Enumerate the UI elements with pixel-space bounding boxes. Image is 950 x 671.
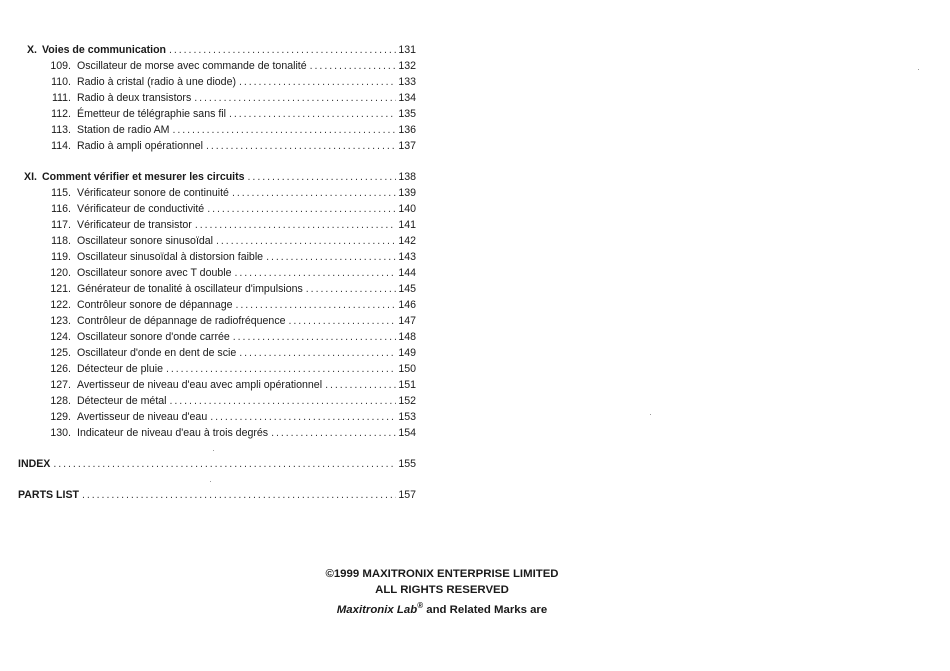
item-title: Avertisseur de niveau d'eau xyxy=(77,411,208,423)
item-title: Oscillateur d'onde en dent de scie xyxy=(77,347,237,359)
item-title: Oscillateur de morse avec commande de tonalité xyxy=(77,60,307,72)
page-number: 137 xyxy=(398,140,416,152)
page-number: 140 xyxy=(398,203,416,215)
index-title: INDEX xyxy=(18,458,51,470)
toc-item[interactable] xyxy=(18,201,416,217)
dot-leader xyxy=(271,425,396,441)
dot-leader xyxy=(169,42,396,58)
scan-speck xyxy=(213,450,214,451)
item-number: 110. xyxy=(51,76,71,88)
item-number: 130. xyxy=(50,427,71,439)
dot-leader xyxy=(229,106,396,122)
copyright-block xyxy=(292,566,592,618)
item-title: Détecteur de métal xyxy=(77,395,167,407)
table-of-contents xyxy=(18,42,416,503)
item-number: 115. xyxy=(51,187,71,199)
page-number: 134 xyxy=(398,92,416,104)
item-title: Émetteur de télégraphie sans fil xyxy=(77,108,226,120)
dot-leader xyxy=(195,217,396,233)
item-title: Avertisseur de niveau d'eau avec ampli opérationnel xyxy=(77,379,323,391)
toc-item[interactable] xyxy=(18,409,416,425)
dot-leader xyxy=(172,122,396,138)
dot-leader xyxy=(216,233,396,249)
item-title: Contrôleur sonore de dépannage xyxy=(77,299,233,311)
item-number: 128. xyxy=(50,395,71,407)
item-title: Oscillateur sonore avec T double xyxy=(77,267,232,279)
toc-section-x[interactable] xyxy=(18,42,416,58)
page-number: 144 xyxy=(398,267,416,279)
item-number: 121. xyxy=(50,283,71,295)
page-number: 150 xyxy=(398,363,416,375)
dot-leader xyxy=(166,361,396,377)
page-number: 148 xyxy=(398,331,416,343)
item-title: Vérificateur sonore de continuité xyxy=(77,187,229,199)
page-number: 151 xyxy=(398,379,416,391)
item-title: Station de radio AM xyxy=(77,124,170,136)
page-number: 136 xyxy=(398,124,416,136)
dot-leader xyxy=(310,58,397,74)
toc-index[interactable] xyxy=(18,456,416,472)
page-number: 157 xyxy=(398,489,416,501)
page-number: 142 xyxy=(398,235,416,247)
brand-name: Maxitronix Lab xyxy=(336,603,418,616)
dot-leader xyxy=(170,393,397,409)
toc-item[interactable] xyxy=(18,361,416,377)
dot-leader xyxy=(206,138,396,154)
toc-item[interactable] xyxy=(18,313,416,329)
item-number: 118. xyxy=(51,235,71,247)
page-number: 147 xyxy=(398,315,416,327)
page-number: 145 xyxy=(398,283,416,295)
page-number: 149 xyxy=(398,347,416,359)
item-title: Radio à cristal (radio à une diode) xyxy=(77,76,236,88)
page-number: 138 xyxy=(398,171,416,183)
page-number: 133 xyxy=(398,76,416,88)
toc-item[interactable] xyxy=(18,377,416,393)
item-number: 109. xyxy=(50,60,71,72)
toc-item[interactable] xyxy=(18,90,416,106)
toc-item[interactable] xyxy=(18,138,416,154)
page-number: 153 xyxy=(398,411,416,423)
toc-item[interactable] xyxy=(18,249,416,265)
dot-leader xyxy=(239,74,396,90)
page-number: 132 xyxy=(398,60,416,72)
rights-line: ALL RIGHTS RESERVED xyxy=(375,584,509,596)
page-number: 141 xyxy=(398,219,416,231)
page-number: 146 xyxy=(398,299,416,311)
dot-leader xyxy=(53,456,396,472)
section-title: Voies de communication xyxy=(42,44,167,56)
dot-leader xyxy=(325,377,396,393)
item-title: Détecteur de pluie xyxy=(77,363,163,375)
item-number: 116. xyxy=(51,203,71,215)
item-title: Contrôleur de dépannage de radiofréquence xyxy=(77,315,286,327)
dot-leader xyxy=(82,487,396,503)
dot-leader xyxy=(289,313,397,329)
item-number: 114. xyxy=(51,140,71,152)
toc-item[interactable] xyxy=(18,74,416,90)
page-number: 143 xyxy=(398,251,416,263)
toc-item[interactable] xyxy=(18,329,416,345)
item-number: 126. xyxy=(50,363,71,375)
toc-item[interactable] xyxy=(18,58,416,74)
toc-item[interactable] xyxy=(18,233,416,249)
dot-leader xyxy=(194,90,396,106)
toc-item[interactable] xyxy=(18,425,416,441)
toc-item[interactable] xyxy=(18,281,416,297)
registered-mark: ® xyxy=(417,601,424,610)
dot-leader xyxy=(233,329,397,345)
trademark-text: and Related Marks are xyxy=(426,603,548,616)
item-number: 124. xyxy=(50,331,71,343)
item-number: 111. xyxy=(51,92,71,104)
dot-leader xyxy=(236,297,397,313)
page-number: 139 xyxy=(398,187,416,199)
dot-leader xyxy=(234,265,396,281)
section-numeral: X. xyxy=(26,44,37,56)
parts-list-title: PARTS LIST xyxy=(18,489,80,501)
item-number: 127. xyxy=(50,379,71,391)
item-title: Oscillateur sonore d'onde carrée xyxy=(77,331,230,343)
toc-parts-list[interactable] xyxy=(18,487,416,503)
dot-leader xyxy=(207,201,396,217)
item-number: 117. xyxy=(51,219,71,231)
toc-item[interactable] xyxy=(18,345,416,361)
trademark-line xyxy=(292,598,592,618)
dot-leader xyxy=(210,409,396,425)
dot-leader xyxy=(306,281,397,297)
item-title: Vérificateur de transistor xyxy=(77,219,192,231)
section-numeral: XI. xyxy=(24,171,37,183)
scan-speck xyxy=(650,414,651,415)
toc-item[interactable] xyxy=(18,122,416,138)
item-number: 125. xyxy=(50,347,71,359)
section-title: Comment vérifier et mesurer les circuits xyxy=(42,171,245,183)
toc-item[interactable] xyxy=(18,265,416,281)
item-number: 120. xyxy=(50,267,71,279)
item-title: Oscillateur sinusoïdal à distorsion faible xyxy=(77,251,264,263)
page-number: 152 xyxy=(398,395,416,407)
toc-item[interactable] xyxy=(18,393,416,409)
item-number: 122. xyxy=(50,299,71,311)
toc-section-xi[interactable] xyxy=(18,169,416,185)
scan-speck xyxy=(918,69,919,70)
page-number: 135 xyxy=(398,108,416,120)
dot-leader xyxy=(239,345,396,361)
item-title: Radio à ampli opérationnel xyxy=(77,140,204,152)
toc-item[interactable] xyxy=(18,106,416,122)
item-title: Radio à deux transistors xyxy=(77,92,192,104)
item-number: 123. xyxy=(50,315,71,327)
toc-item[interactable] xyxy=(18,297,416,313)
scan-speck xyxy=(210,481,211,482)
page-number: 131 xyxy=(398,44,416,56)
copyright-line: ©1999 MAXITRONIX ENTERPRISE LIMITED xyxy=(325,568,559,580)
toc-item[interactable] xyxy=(18,185,416,201)
toc-item[interactable] xyxy=(18,217,416,233)
item-title: Oscillateur sonore sinusoïdal xyxy=(77,235,214,247)
dot-leader xyxy=(232,185,396,201)
dot-leader xyxy=(266,249,396,265)
item-number: 113. xyxy=(51,124,71,136)
dot-leader xyxy=(248,169,397,185)
item-number: 112. xyxy=(51,108,71,120)
item-title: Vérificateur de conductivité xyxy=(77,203,205,215)
item-title: Indicateur de niveau d'eau à trois degrés xyxy=(77,427,269,439)
page-number: 154 xyxy=(398,427,416,439)
page-number: 155 xyxy=(398,458,416,470)
item-number: 119. xyxy=(51,251,71,263)
item-number: 129. xyxy=(50,411,71,423)
item-title: Générateur de tonalité à oscillateur d'impulsions xyxy=(77,283,303,295)
